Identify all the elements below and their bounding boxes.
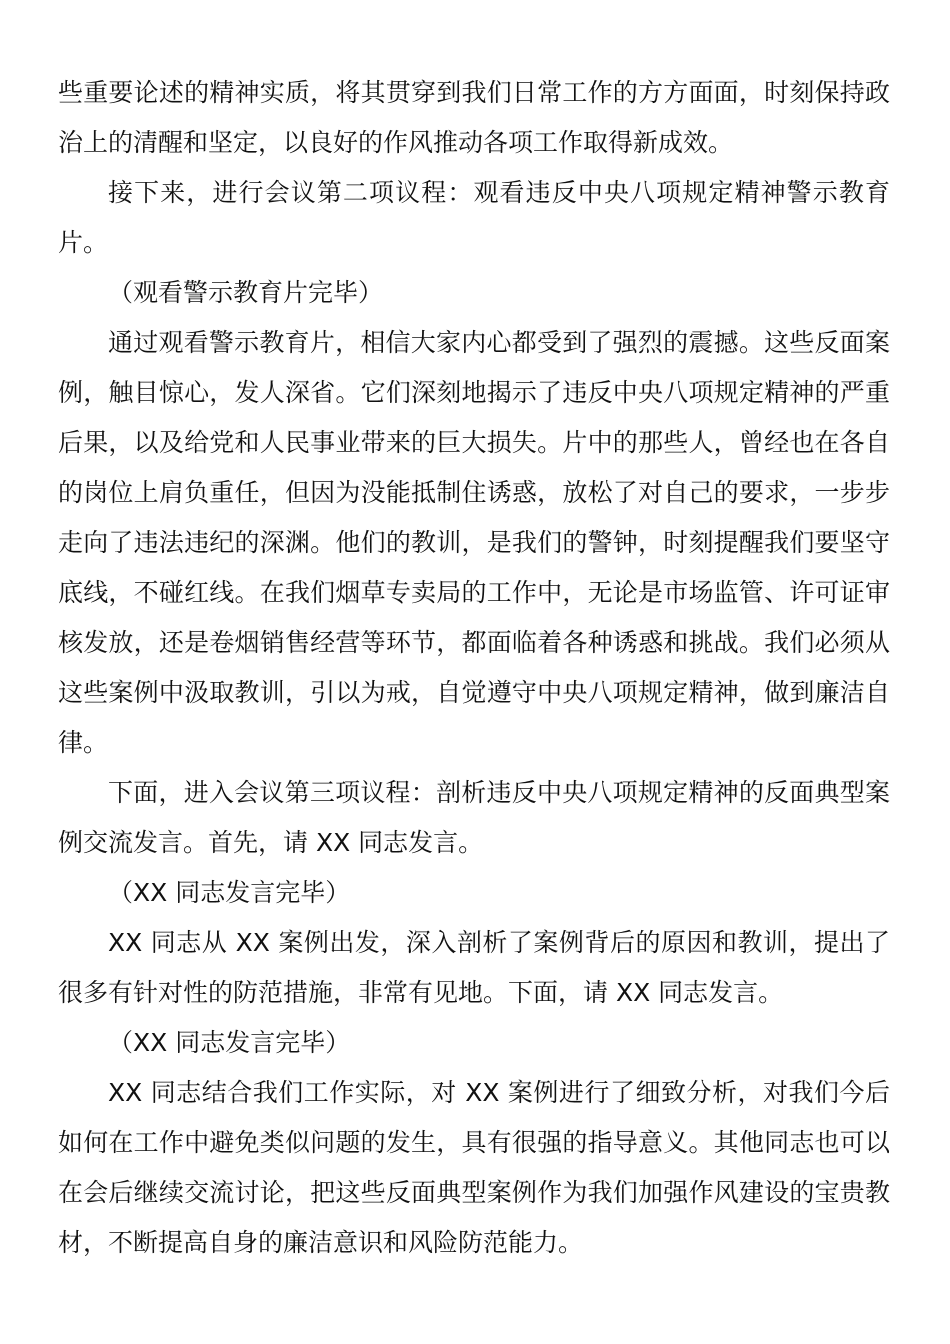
paragraph-agenda-two: 接下来，进行会议第二项议程：观看违反中央八项规定精神警示教育片。 — [58, 178, 890, 257]
paragraph-agenda-three: 下面，进入会议第三项议程：剖析违反中央八项规定精神的反面典型案例交流发言。首先，请 XX 同志发言。 — [58, 778, 890, 857]
document-body — [58, 68, 890, 1268]
paragraph-speech-comment-2: XX 同志结合我们工作实际，对 XX 案例进行了细致分析，对我们今后如何在工作中避免类似问题的发生，具有很强的指导意义。其他同志也可以在会后继续交流讨论，把这些反面典型案例作为我们加强作风建设的宝贵教材，不断提高自身的廉洁意识和风险防范能力。 — [58, 1078, 890, 1257]
paragraph-continuation: 些重要论述的精神实质，将其贯穿到我们日常工作的方方面面，时刻保持政治上的清醒和坚定，以良好的作风推动各项工作取得新成效。 — [58, 78, 890, 157]
paragraph-speech-comment-1: XX 同志从 XX 案例出发，深入剖析了案例背后的原因和教训，提出了很多有针对性的防范措施，非常有见地。下面，请 XX 同志发言。 — [58, 928, 890, 1007]
paragraph-video-finished: （观看警示教育片完毕） — [108, 278, 384, 307]
paragraph-speech-finished-1: （XX 同志发言完毕） — [108, 878, 351, 907]
paragraph-speech-finished-2: （XX 同志发言完毕） — [108, 1028, 351, 1057]
paragraph-video-reflection: 通过观看警示教育片，相信大家内心都受到了强烈的震撼。这些反面案例，触目惊心，发人深省。它们深刻地揭示了违反中央八项规定精神的严重后果，以及给党和人民事业带来的巨大损失。片中的那些人，曾经也在各自的岗位上肩负重任，但因为没能抵制住诱惑，放松了对自己的要求，一步步走向了违法违纪的深渊。他们的教训，是我们的警钟，时刻提醒我们要坚守底线，不碰红线。在我们烟草专卖局的工作中，无论是市场监管、许可证审核发放，还是卷烟销售经营等环节，都面临着各种诱惑和挑战。我们必须从这些案例中汲取教训，引以为戒，自觉遵守中央八项规定精神，做到廉洁自律。 — [58, 328, 890, 757]
